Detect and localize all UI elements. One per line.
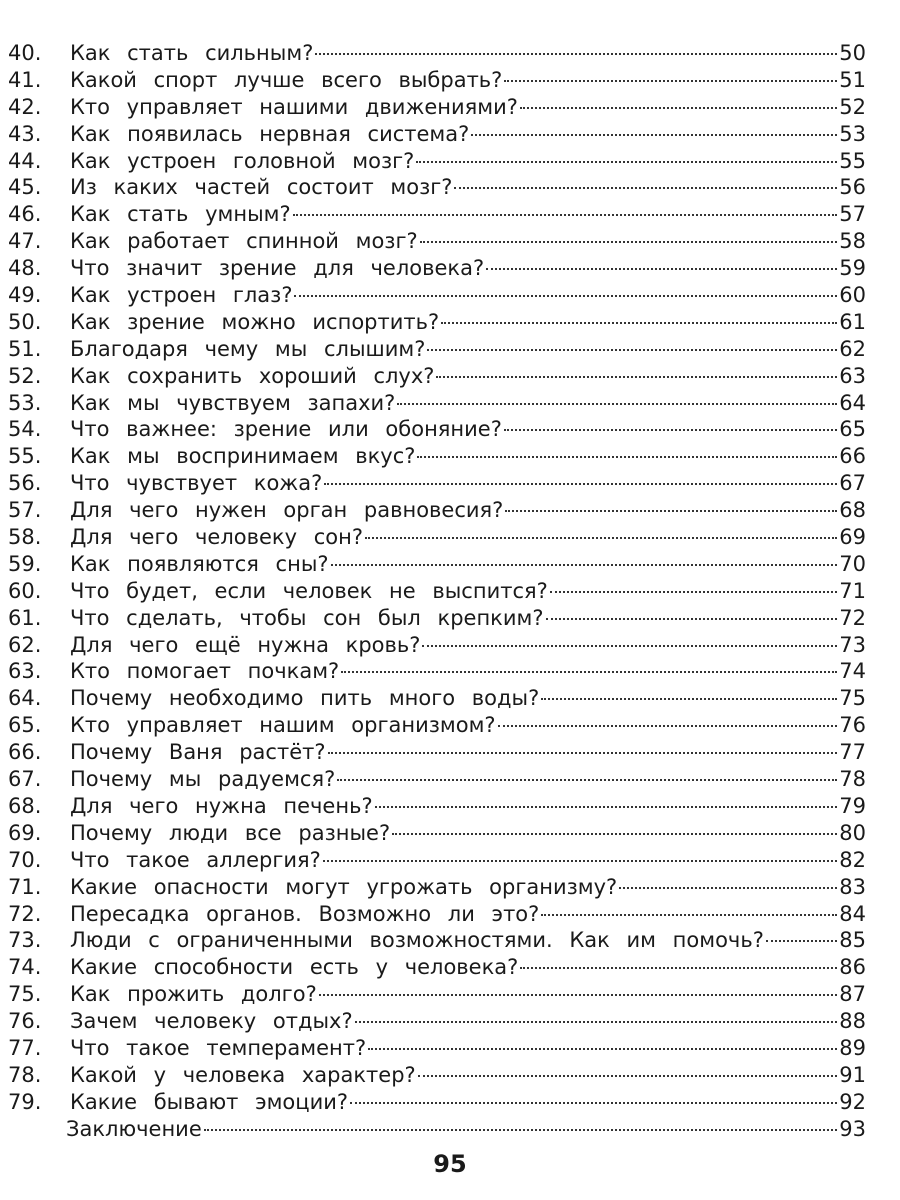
entry-page: 51 <box>839 67 866 92</box>
entry-title: Что важнее: зрение или обоняние? <box>70 417 502 442</box>
entry-page: 62 <box>839 336 866 361</box>
entry-number: 41. <box>8 67 42 92</box>
toc-entry <box>8 1062 866 1089</box>
entry-number: 79. <box>8 1089 42 1114</box>
entry-number: 75. <box>8 982 42 1007</box>
entry-title: Как прожить долго? <box>70 982 317 1007</box>
dot-leader <box>766 940 837 942</box>
entry-number: 61. <box>8 605 42 630</box>
entry-number: 51. <box>8 336 42 361</box>
entry-page: 68 <box>839 498 866 523</box>
dot-leader <box>323 860 837 862</box>
entry-page: 83 <box>839 874 866 899</box>
entry-title: Зачем человеку отдых? <box>70 1009 353 1034</box>
entry-title: Из каких частей состоит мозг? <box>70 175 453 200</box>
entry-page: 75 <box>839 686 866 711</box>
toc-entry <box>8 847 866 874</box>
toc-entry <box>8 497 866 524</box>
toc-entry <box>8 40 866 67</box>
dot-leader <box>204 1129 838 1131</box>
entry-number: 54. <box>8 417 42 442</box>
toc-entry <box>8 282 866 309</box>
toc-entry <box>8 255 866 282</box>
dot-leader <box>550 591 837 593</box>
dot-leader <box>392 833 837 835</box>
dot-leader <box>498 725 838 727</box>
entry-number: 67. <box>8 767 42 792</box>
entry-number: 60. <box>8 578 42 603</box>
entry-page: 69 <box>839 525 866 550</box>
entry-page: 92 <box>839 1089 866 1114</box>
entry-number: 66. <box>8 740 42 765</box>
toc-entry <box>8 981 866 1008</box>
toc-entry <box>8 228 866 255</box>
entry-title: Кто управляет нашими движениями? <box>70 94 518 119</box>
table-of-contents <box>8 40 866 1143</box>
entry-page: 52 <box>839 94 866 119</box>
toc-entry <box>8 927 866 954</box>
entry-number: 77. <box>8 1035 42 1060</box>
dot-leader <box>520 967 837 969</box>
entry-page: 50 <box>839 41 866 65</box>
entry-number: 58. <box>8 525 42 550</box>
entry-page: 70 <box>839 551 866 576</box>
entry-title: Какой у человека характер? <box>70 1062 416 1087</box>
entry-number: 52. <box>8 363 42 388</box>
entry-title: Как стать умным? <box>70 202 291 227</box>
entry-page: 65 <box>839 417 866 442</box>
entry-page: 61 <box>839 309 866 334</box>
toc-entry <box>8 685 866 712</box>
entry-number: 64. <box>8 686 42 711</box>
dot-leader <box>619 887 837 889</box>
entry-page: 58 <box>839 229 866 254</box>
entry-page: 74 <box>839 659 866 684</box>
dot-leader <box>331 564 838 566</box>
entry-page: 79 <box>839 793 866 818</box>
toc-entry <box>8 1008 866 1035</box>
entry-number: 44. <box>8 148 42 173</box>
dot-leader <box>397 403 837 405</box>
entry-title: Какие бывают эмоции? <box>70 1089 349 1114</box>
toc-entry <box>8 390 866 417</box>
toc-entry <box>8 67 866 94</box>
toc-entry <box>8 363 866 390</box>
toc-entry <box>8 201 866 228</box>
entry-page: 86 <box>839 955 866 980</box>
toc-entry <box>8 739 866 766</box>
entry-title: Как мы воспринимаем вкус? <box>70 444 416 469</box>
dot-leader <box>375 806 838 808</box>
entry-page: 77 <box>839 740 866 765</box>
dot-leader <box>324 483 837 485</box>
entry-page: 57 <box>839 202 866 227</box>
dot-leader <box>365 537 837 539</box>
entry-number: 70. <box>8 847 42 872</box>
entry-title: Как сохранить хороший слух? <box>70 363 435 388</box>
dot-leader <box>350 1102 837 1104</box>
entry-number: 56. <box>8 471 42 496</box>
entry-title: Как зрение можно испортить? <box>70 309 440 334</box>
entry-number: 45. <box>8 175 42 200</box>
entry-page: 53 <box>839 121 866 146</box>
entry-number: 69. <box>8 820 42 845</box>
entry-title: Люди с ограниченными возможностями. Как им помочь? <box>70 928 764 953</box>
entry-title: Для чего нужен орган равновесия? <box>70 498 504 523</box>
toc-entry <box>8 336 866 363</box>
toc-entry <box>8 578 866 605</box>
toc-entry <box>8 309 866 336</box>
entry-title: Для чего ещё нужна кровь? <box>70 632 421 657</box>
entry-page: 71 <box>839 578 866 603</box>
toc-entry <box>8 148 866 175</box>
entry-title: Как мы чувствуем запахи? <box>70 390 396 415</box>
entry-page: 88 <box>839 1009 866 1034</box>
toc-entry <box>8 901 866 928</box>
entry-page: 93 <box>839 1116 866 1141</box>
dot-leader <box>471 134 837 136</box>
dot-leader <box>505 510 837 512</box>
entry-page: 64 <box>839 390 866 415</box>
dot-leader <box>319 994 838 996</box>
toc-entry <box>8 766 866 793</box>
entry-number: 46. <box>8 202 42 227</box>
toc-entry <box>8 551 866 578</box>
dot-leader <box>541 914 837 916</box>
entry-title: Что такое аллергия? <box>70 847 321 872</box>
entry-page: 84 <box>839 901 866 926</box>
dot-leader <box>416 161 837 163</box>
dot-leader <box>417 456 837 458</box>
dot-leader <box>422 645 837 647</box>
entry-page: 82 <box>839 847 866 872</box>
entry-page: 85 <box>839 928 866 953</box>
entry-number: 43. <box>8 121 42 146</box>
entry-title: Какой спорт лучше всего выбрать? <box>70 67 503 92</box>
entry-page: 76 <box>839 713 866 738</box>
entry-title: Почему люди все разные? <box>70 820 391 845</box>
entry-page: 66 <box>839 444 866 469</box>
entry-number: 73. <box>8 928 42 953</box>
dot-leader <box>420 241 838 243</box>
dot-leader <box>541 698 837 700</box>
entry-title: Почему Ваня растёт? <box>70 740 326 765</box>
entry-number: 57. <box>8 498 42 523</box>
entry-number: 68. <box>8 793 42 818</box>
toc-entry <box>8 470 866 497</box>
dot-leader <box>355 1021 838 1023</box>
entry-number: 42. <box>8 94 42 119</box>
entry-page: 80 <box>839 820 866 845</box>
toc-entry <box>8 174 866 201</box>
toc-entry <box>8 632 866 659</box>
entry-page: 56 <box>839 175 866 200</box>
entry-page: 67 <box>839 471 866 496</box>
entry-title: Как появляются сны? <box>70 551 329 576</box>
dot-leader <box>427 349 837 351</box>
entry-page: 72 <box>839 605 866 630</box>
entry-number: 78. <box>8 1062 42 1087</box>
entry-title: Что значит зрение для человека? <box>70 256 485 281</box>
entry-page: 78 <box>839 767 866 792</box>
entry-page: 91 <box>839 1062 866 1087</box>
entry-title: Кто помогает почкам? <box>70 659 340 684</box>
entry-title: Что будет, если человек не выспится? <box>70 578 548 603</box>
entry-title: Почему необходимо пить много воды? <box>70 686 540 711</box>
dot-leader <box>341 671 837 673</box>
entry-number: 47. <box>8 229 42 254</box>
dot-leader <box>504 429 837 431</box>
entry-title: Что чувствует кожа? <box>70 471 323 496</box>
entry-number: 49. <box>8 283 42 308</box>
entry-page: 55 <box>839 148 866 173</box>
toc-entry <box>8 605 866 632</box>
toc-entry-conclusion <box>8 1116 866 1143</box>
entry-title: Что сделать, чтобы сон был крепким? <box>70 605 544 630</box>
toc-entry <box>8 443 866 470</box>
entry-page: 89 <box>839 1035 866 1060</box>
dot-leader <box>368 1048 837 1050</box>
entry-number: 40. <box>8 41 42 65</box>
entry-page: 73 <box>839 632 866 657</box>
toc-entry <box>8 94 866 121</box>
entry-title: Для чего человеку сон? <box>70 525 363 550</box>
entry-number: 55. <box>8 444 42 469</box>
dot-leader <box>315 53 837 55</box>
dot-leader <box>294 295 837 297</box>
entry-page: 87 <box>839 982 866 1007</box>
dot-leader <box>546 618 838 620</box>
entry-number: 62. <box>8 632 42 657</box>
entry-page: 63 <box>839 363 866 388</box>
dot-leader <box>418 1075 838 1077</box>
entry-title: Как устроен головной мозг? <box>70 148 415 173</box>
dot-leader <box>337 779 837 781</box>
entry-title: Для чего нужна печень? <box>70 793 373 818</box>
entry-number: 59. <box>8 551 42 576</box>
entry-title: Как появилась нервная система? <box>70 121 470 146</box>
dot-leader <box>328 752 838 754</box>
entry-page: 59 <box>839 256 866 281</box>
toc-entry <box>8 874 866 901</box>
entry-page: 60 <box>839 283 866 308</box>
entry-number: 72. <box>8 901 42 926</box>
entry-title: Что такое темперамент? <box>70 1035 367 1060</box>
entry-title: Заключение <box>66 1116 202 1141</box>
entry-number: 53. <box>8 390 42 415</box>
entry-number: 48. <box>8 256 42 281</box>
entry-title: Пересадка органов. Возможно ли это? <box>70 901 540 926</box>
dot-leader <box>441 322 837 324</box>
dot-leader <box>436 376 837 378</box>
dot-leader <box>293 214 838 216</box>
entry-number: 63. <box>8 659 42 684</box>
entry-number: 74. <box>8 955 42 980</box>
dot-leader <box>520 107 837 109</box>
dot-leader <box>504 80 837 82</box>
toc-entry <box>8 1035 866 1062</box>
page-number: 95 <box>433 1150 467 1178</box>
toc-entry <box>8 712 866 739</box>
toc-entry <box>8 1089 866 1116</box>
toc-entry <box>8 121 866 148</box>
entry-title: Кто управляет нашим организмом? <box>70 713 496 738</box>
entry-title: Как стать сильным? <box>70 41 314 65</box>
entry-title: Почему мы радуемся? <box>70 767 336 792</box>
entry-number: 65. <box>8 713 42 738</box>
toc-entry <box>8 820 866 847</box>
entry-title: Какие опасности могут угрожать организму? <box>70 874 618 899</box>
toc-entry <box>8 793 866 820</box>
toc-entry <box>8 416 866 443</box>
entry-title: Как работает спинной мозг? <box>70 229 418 254</box>
entry-title: Как устроен глаз? <box>70 283 293 308</box>
entry-number: 76. <box>8 1009 42 1034</box>
entry-number: 50. <box>8 309 42 334</box>
dot-leader <box>486 268 837 270</box>
toc-entry <box>8 658 866 685</box>
entry-number: 71. <box>8 874 42 899</box>
dot-leader <box>454 187 837 189</box>
entry-title: Благодаря чему мы слышим? <box>70 336 426 361</box>
toc-entry <box>8 954 866 981</box>
entry-title: Какие способности есть у человека? <box>70 955 519 980</box>
toc-entry <box>8 524 866 551</box>
